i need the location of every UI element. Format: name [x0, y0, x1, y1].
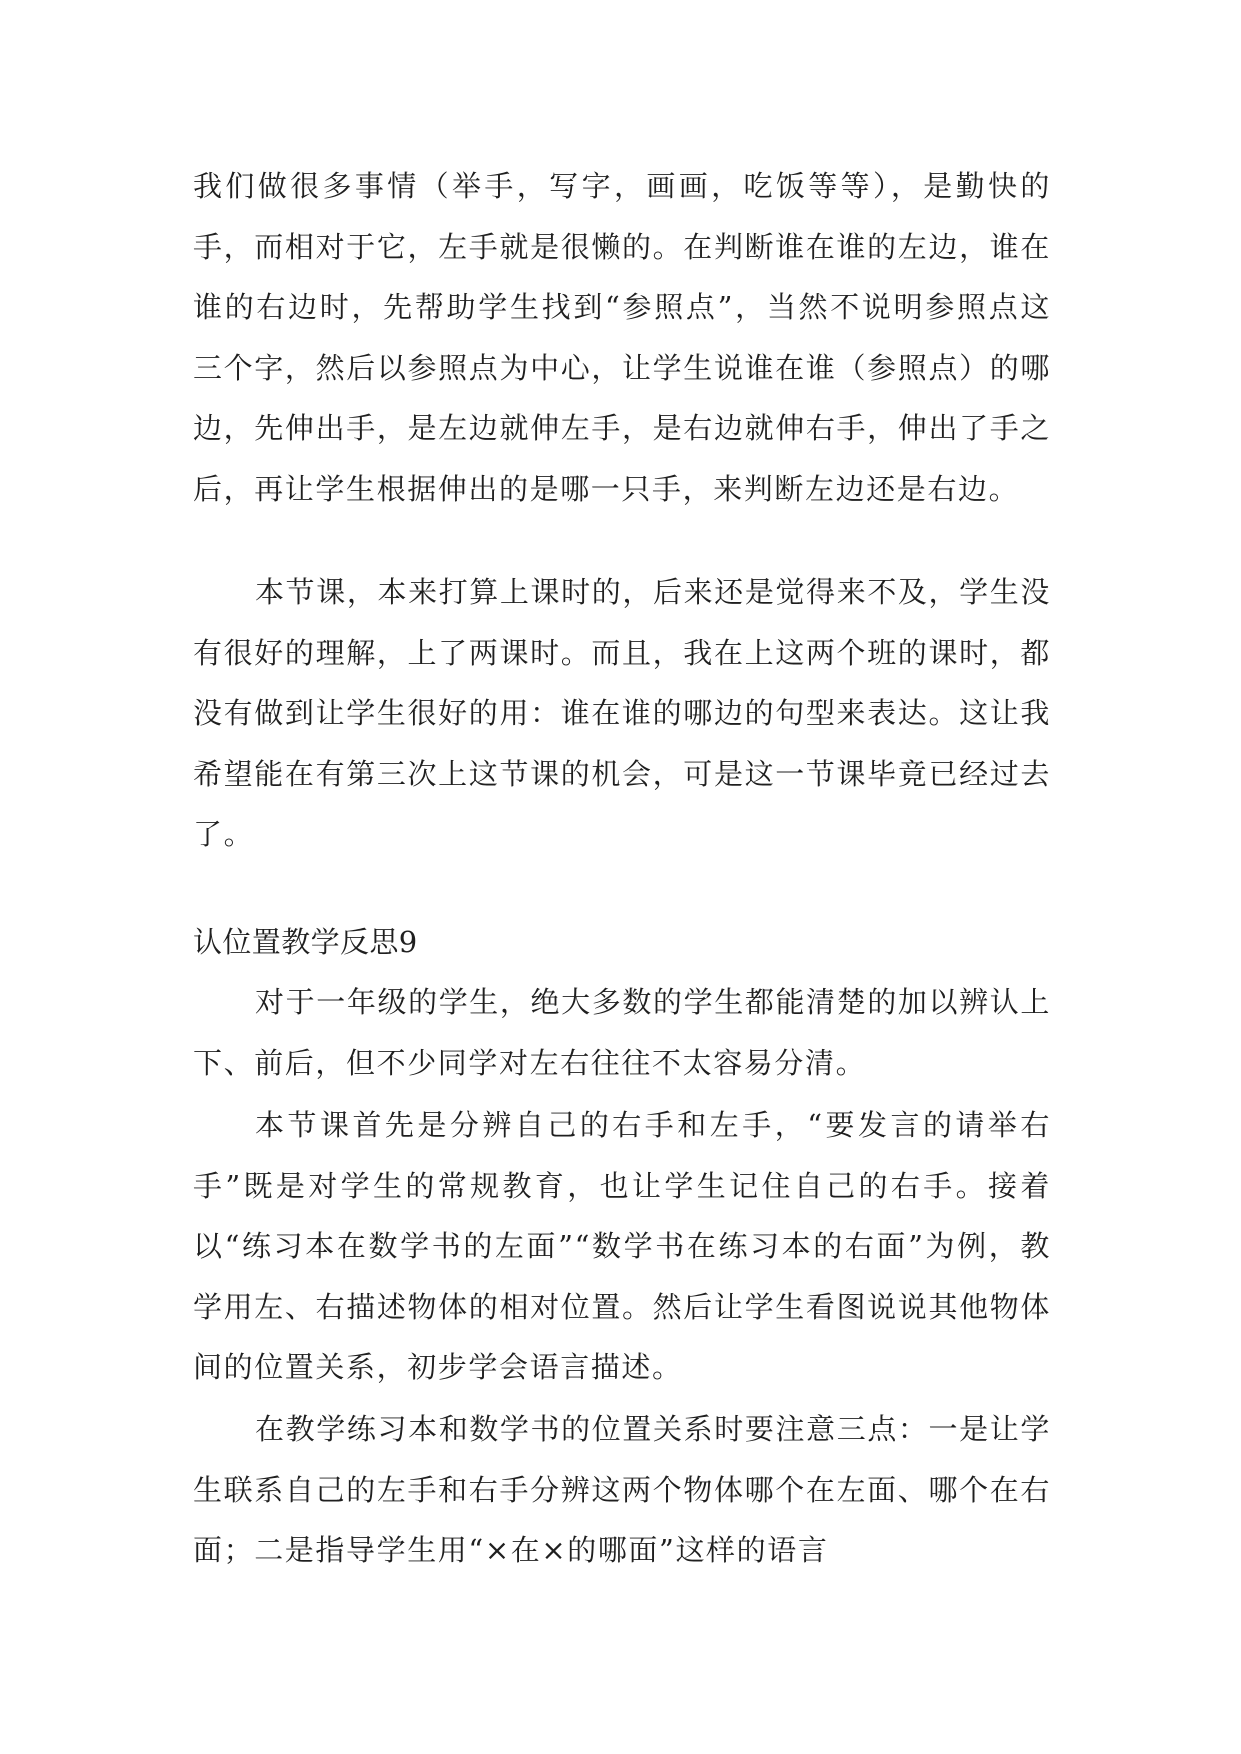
paragraph-hands: 本节课首先是分辨自己的右手和左手，“要发言的请举右手”既是对学生的常规教育，也让学生记住自己的右手。接着以“练习本在数学书的左面”“数学书在练习本的右面”为例，教学用左、右描述物体的相对位置。然后让学生看图说说其他物体间的位置关系，初步学会语言描述。 — [193, 1108, 1051, 1384]
section-heading: 认位置教学反思9 — [193, 925, 418, 959]
paragraph-continued: 我们做很多事情（举手，写字，画画，吃饭等等），是勤快的手，而相对于它，左手就是很懒的。在判断谁在谁的左边，谁在谁的右边时，先帮助学生找到“参照点”，当然不说明参照点这三个字，然后以参照点为中心，让学生说谁在谁（参照点）的哪边，先伸出手，是左边就伸左手，是右边就伸右手，伸出了手之后，再让学生根据伸出的是哪一只手，来判断左边还是右边。 — [193, 169, 1051, 506]
paragraph-first-grade: 对于一年级的学生，绝大多数的学生都能清楚的加以辨认上下、前后，但不少同学对左右往往不太容易分清。 — [193, 985, 1051, 1080]
paragraph-lesson-reflection: 本节课，本来打算上课时的，后来还是觉得来不及，学生没有很好的理解，上了两课时。而且，我在上这两个班的课时，都没有做到让学生很好的用：谁在谁的哪边的句型来表达。这让我希望能在有第三次上这节课的机会，可是这一节课毕竟已经过去了。 — [193, 575, 1051, 851]
paragraph-three-points: 在教学练习本和数学书的位置关系时要注意三点：一是让学生联系自己的左手和右手分辨这两个物体哪个在左面、哪个在右面；二是指导学生用“×在×的哪面”这样的语言 — [193, 1412, 1051, 1567]
